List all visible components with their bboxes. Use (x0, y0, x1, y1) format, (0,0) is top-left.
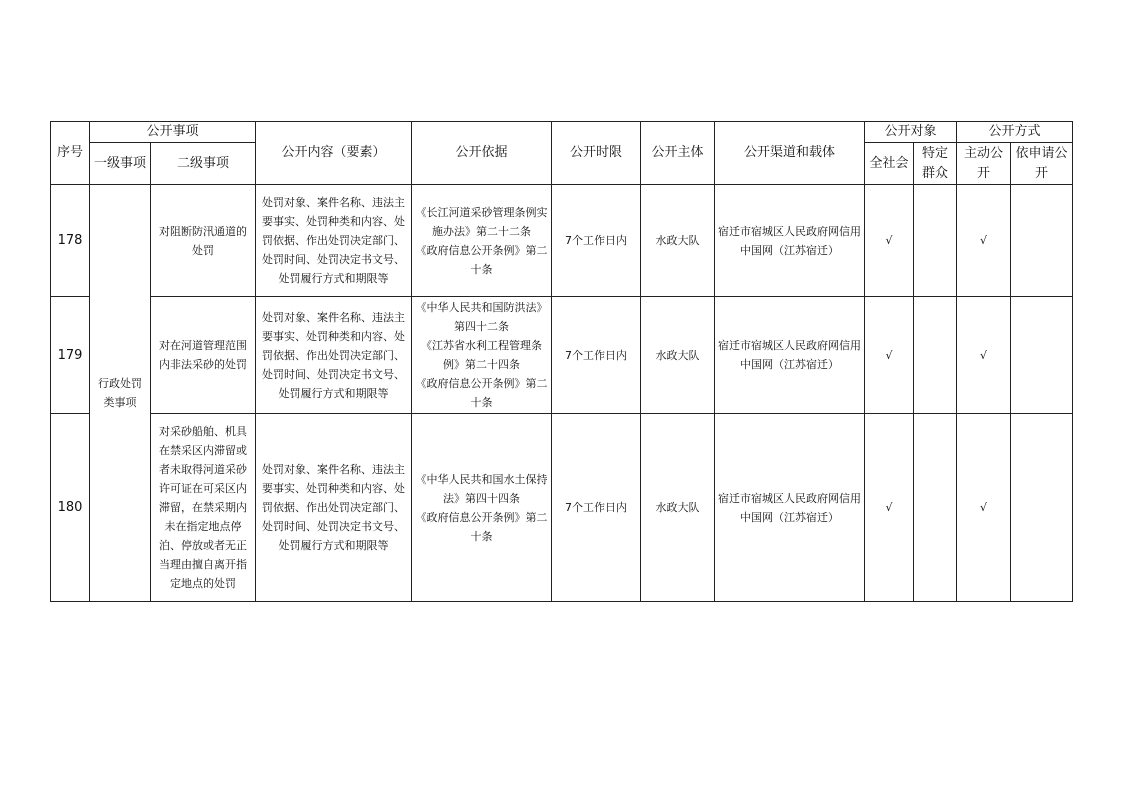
header-method-group: 公开方式 (957, 122, 1073, 143)
row-method-request (1011, 414, 1073, 602)
disclosure-table (50, 121, 1073, 602)
row-level1: 行政处罚类事项 (90, 185, 151, 602)
basis-line: 《江苏省水利工程管理条例》第二十四条 (421, 339, 543, 371)
header-seq: 序号 (51, 122, 90, 185)
row-content: 处罚对象、案件名称、违法主要事实、处罚种类和内容、处罚依据、作出处罚决定部门、处罚时间、处罚决定书文号、处罚履行方式和期限等 (256, 414, 412, 602)
row-target-specific (914, 414, 957, 602)
row-method-request (1011, 297, 1073, 414)
header-level2: 二级事项 (151, 143, 256, 185)
row-seq: 178 (51, 185, 90, 297)
row-level2: 对在河道管理范围内非法采砂的处罚 (151, 297, 256, 414)
row-subject: 水政大队 (641, 297, 715, 414)
row-level2: 对采砂船舶、机具在禁采区内滞留或者未取得河道采砂许可证在可采区内滞留，在禁采期内未在指定地点停泊、停放或者无正当理由擅自离开指定地点的处罚 (151, 414, 256, 602)
row-target-specific (914, 185, 957, 297)
row-method-request (1011, 185, 1073, 297)
row-target-all: √ (865, 414, 914, 602)
basis-line: 《长江河道采砂管理条例实施办法》第二十二条 (415, 205, 548, 238)
row-channel: 宿迁市宿城区人民政府网信用中国网（江苏宿迁） (715, 185, 865, 297)
table-row (51, 297, 1073, 414)
row-target-all: √ (865, 185, 914, 297)
table-row (51, 414, 1073, 602)
row-method-active: √ (957, 297, 1011, 414)
header-target-group: 公开对象 (865, 122, 957, 143)
basis-line: 《政府信息公开条例》第二十条 (415, 377, 548, 409)
row-subject: 水政大队 (641, 414, 715, 602)
row-subject: 水政大队 (641, 185, 715, 297)
row-seq: 180 (51, 414, 90, 602)
row-time-limit: 7个工作日内 (552, 185, 641, 297)
row-time-limit: 7个工作日内 (552, 414, 641, 602)
header-target-specific: 特定群众 (914, 143, 957, 185)
row-method-active: √ (957, 185, 1011, 297)
row-level2: 对阻断防汛通道的处罚 (151, 185, 256, 297)
row-seq: 179 (51, 297, 90, 414)
header-time-limit: 公开时限 (552, 122, 641, 185)
header-method-active: 主动公开 (957, 143, 1011, 185)
header-channel: 公开渠道和载体 (715, 122, 865, 185)
row-content: 处罚对象、案件名称、违法主要事实、处罚种类和内容、处罚依据、作出处罚决定部门、处罚时间、处罚决定书文号、处罚履行方式和期限等 (256, 185, 412, 297)
row-target-specific (914, 297, 957, 414)
row-method-active: √ (957, 414, 1011, 602)
row-basis (412, 185, 552, 297)
row-target-all: √ (865, 297, 914, 414)
row-channel: 宿迁市宿城区人民政府网信用中国网（江苏宿迁） (715, 414, 865, 602)
header-subject: 公开主体 (641, 122, 715, 185)
basis-line: 《中华人民共和国水土保持法》第四十四条 (415, 472, 548, 505)
basis-line: 《政府信息公开条例》第二十条 (415, 510, 548, 543)
basis-line: 《中华人民共和国防洪法》第四十二条 (415, 301, 548, 333)
row-channel: 宿迁市宿城区人民政府网信用中国网（江苏宿迁） (715, 297, 865, 414)
header-items-group: 公开事项 (90, 122, 256, 143)
header-row-1 (51, 122, 1073, 143)
row-basis (412, 297, 552, 414)
header-method-request: 依申请公开 (1011, 143, 1073, 185)
table-row (51, 185, 1073, 297)
header-level1: 一级事项 (90, 143, 151, 185)
row-basis (412, 414, 552, 602)
row-content: 处罚对象、案件名称、违法主要事实、处罚种类和内容、处罚依据、作出处罚决定部门、处罚时间、处罚决定书文号、处罚履行方式和期限等 (256, 297, 412, 414)
header-content: 公开内容（要素） (256, 122, 412, 185)
basis-line: 《政府信息公开条例》第二十条 (415, 243, 548, 276)
header-target-all: 全社会 (865, 143, 914, 185)
header-basis: 公开依据 (412, 122, 552, 185)
row-time-limit: 7个工作日内 (552, 297, 641, 414)
